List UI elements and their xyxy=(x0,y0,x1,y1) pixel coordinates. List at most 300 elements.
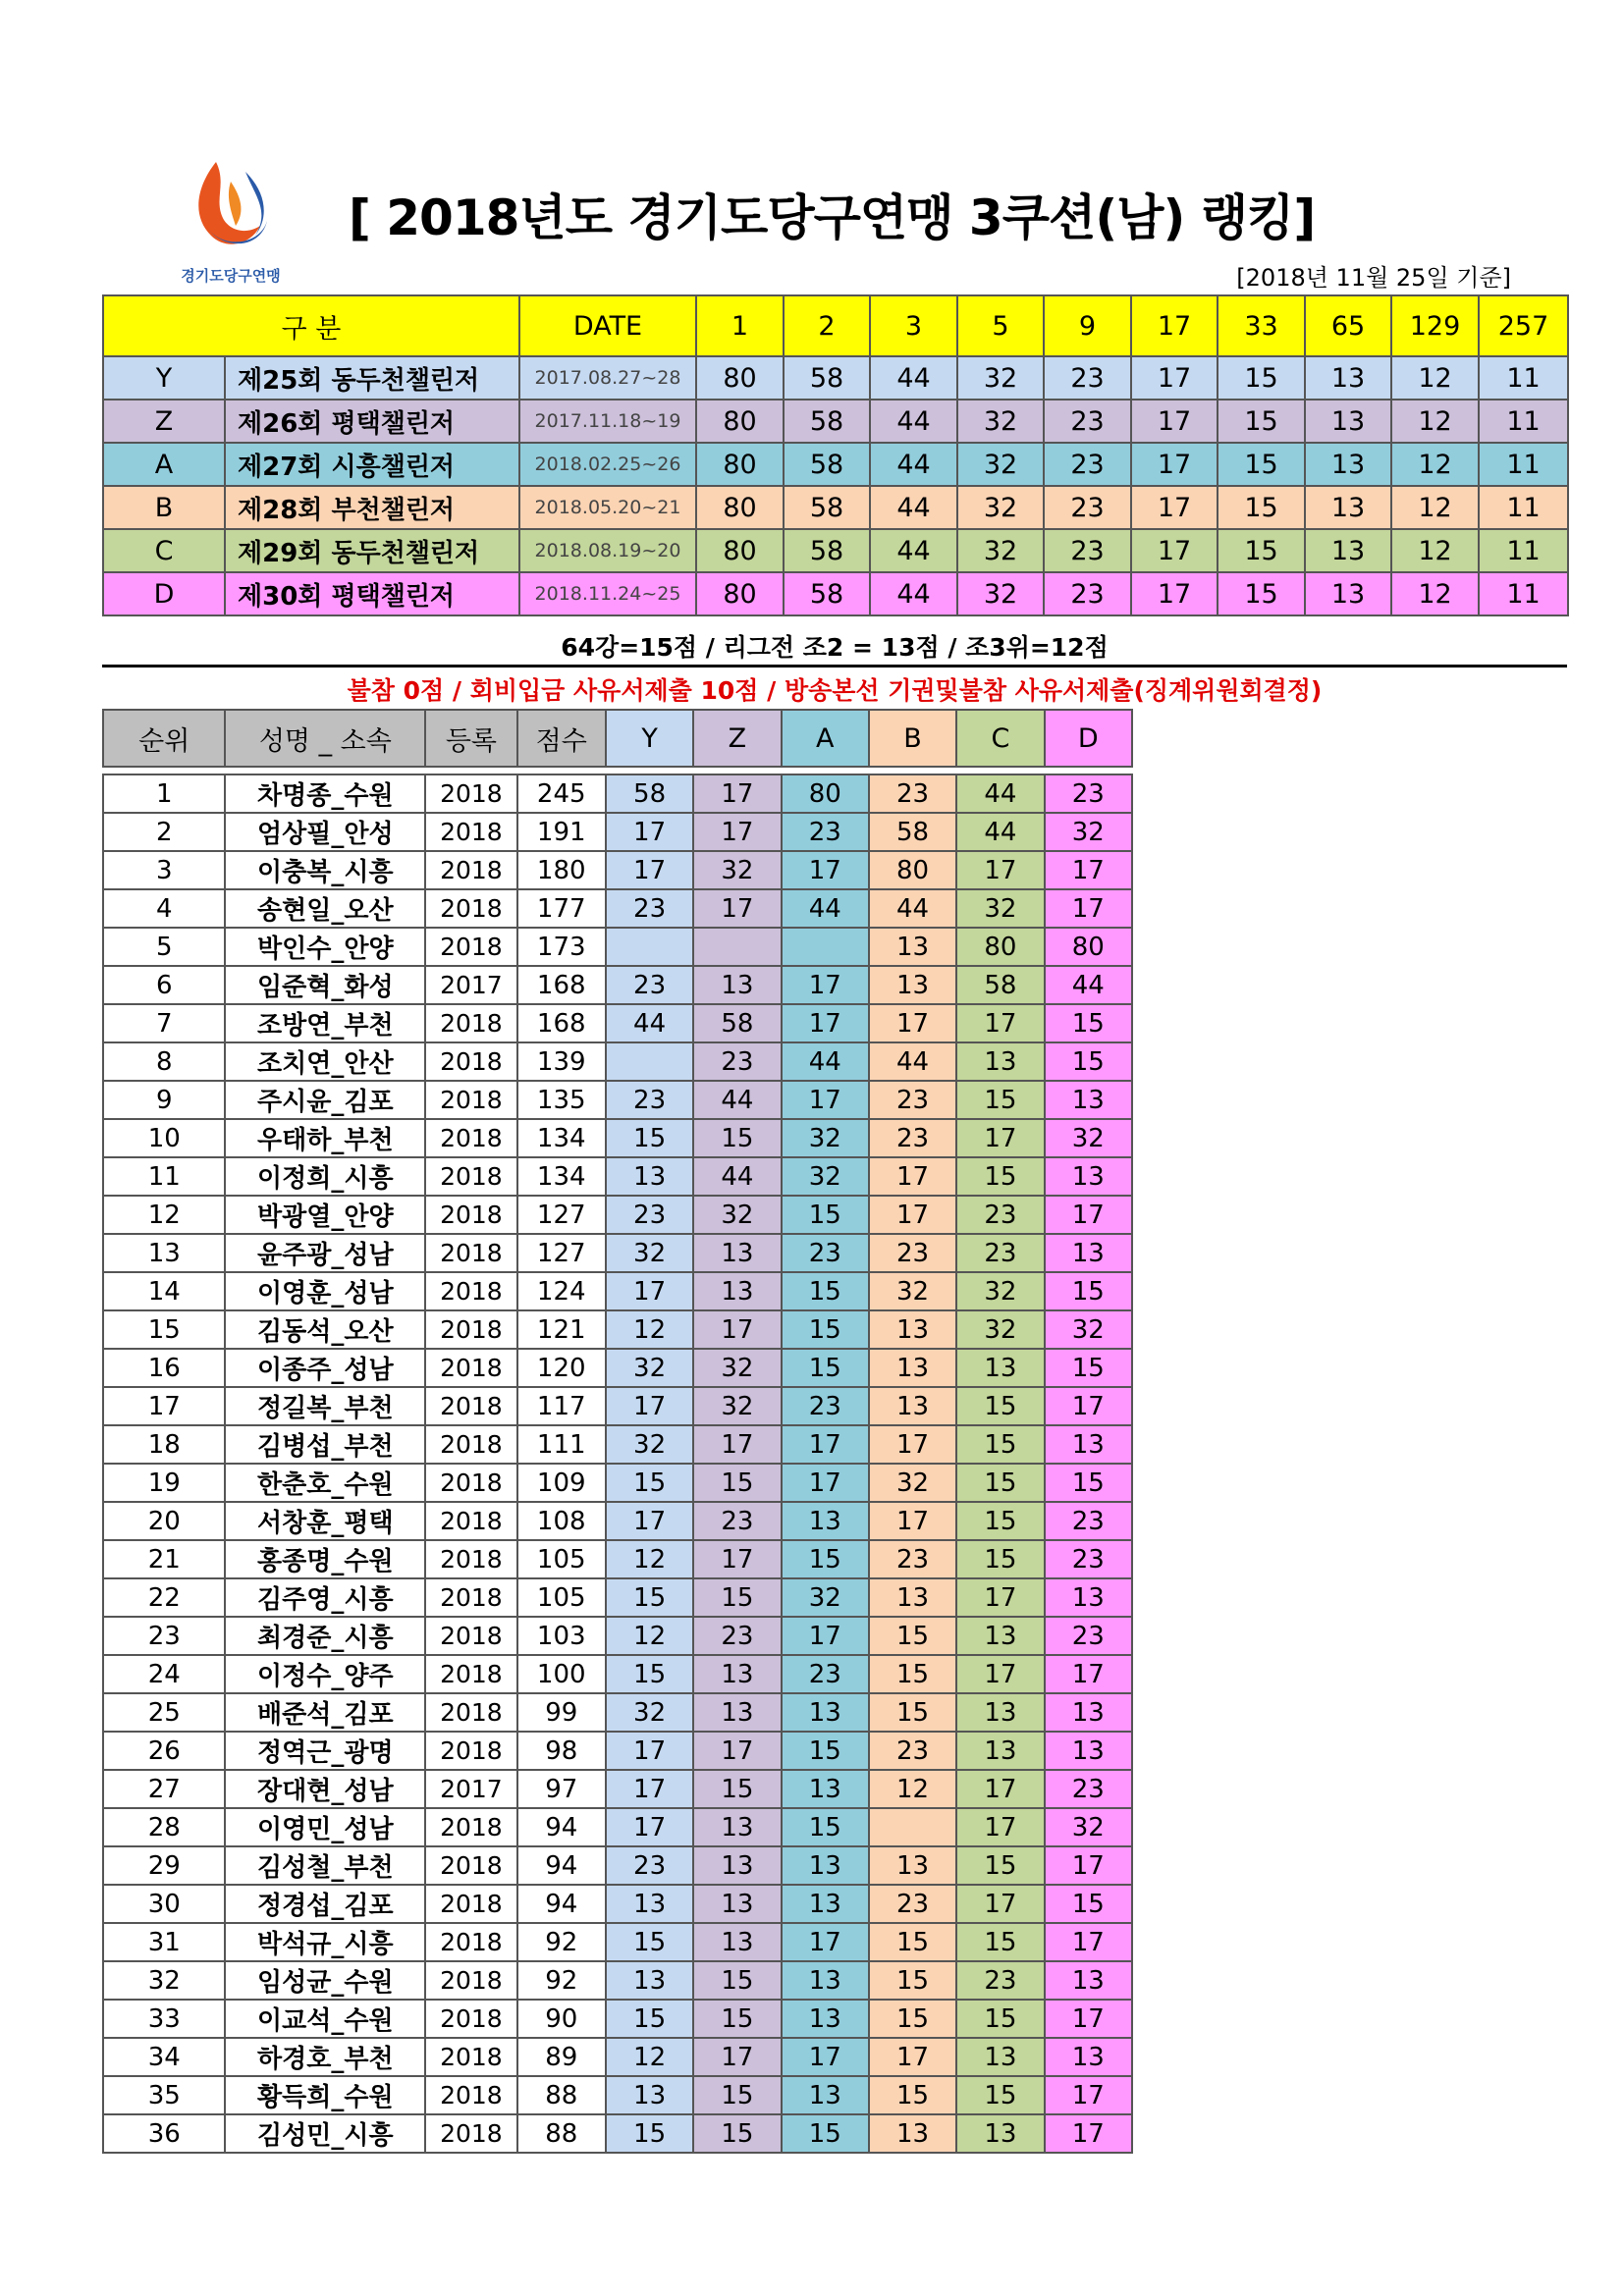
ranking-header-score: 점수 xyxy=(517,710,606,767)
ranking-row xyxy=(103,1310,1132,1349)
ranking-row xyxy=(103,1770,1132,1808)
event-y-cell xyxy=(606,928,693,966)
gap-cell xyxy=(425,767,516,774)
event-d-cell: 17 xyxy=(1045,1846,1132,1885)
ranking-header-event-y: Y xyxy=(606,710,693,767)
rank-cell: 34 xyxy=(103,2038,225,2076)
event-z-cell: 13 xyxy=(693,1846,781,1885)
registered-year-cell: 2018 xyxy=(425,1425,516,1464)
event-d-cell: 17 xyxy=(1045,2076,1132,2114)
rank-cell: 4 xyxy=(103,889,225,928)
event-points: 15 xyxy=(1218,572,1305,615)
registered-year-cell: 2018 xyxy=(425,1808,516,1846)
event-points: 13 xyxy=(1305,356,1391,400)
event-points: 23 xyxy=(1044,486,1131,529)
event-c-cell: 23 xyxy=(956,1234,1044,1272)
event-points: 44 xyxy=(870,529,957,572)
total-score-cell: 109 xyxy=(517,1464,606,1502)
event-b-cell: 13 xyxy=(869,1349,956,1387)
event-a-cell: 17 xyxy=(782,966,869,1004)
player-name-cell: 이정수_양주 xyxy=(225,1655,425,1693)
ranking-row xyxy=(103,1732,1132,1770)
registered-year-cell: 2018 xyxy=(425,1387,516,1425)
event-c-cell: 15 xyxy=(956,1502,1044,1540)
event-date: 2018.02.25~26 xyxy=(519,443,696,486)
event-points: 15 xyxy=(1218,443,1305,486)
gap-cell xyxy=(103,767,225,774)
ranking-row xyxy=(103,1885,1132,1923)
event-b-cell: 17 xyxy=(869,1196,956,1234)
event-name: 제27회 시흥챌린저 xyxy=(225,443,519,486)
rank-cell: 21 xyxy=(103,1540,225,1578)
registered-year-cell: 2018 xyxy=(425,1502,516,1540)
ranking-row xyxy=(103,1387,1132,1425)
event-a-cell: 17 xyxy=(782,1617,869,1655)
event-points: 12 xyxy=(1391,486,1479,529)
ranking-row xyxy=(103,1425,1132,1464)
registered-year-cell: 2018 xyxy=(425,1923,516,1961)
event-d-cell: 17 xyxy=(1045,1196,1132,1234)
rank-cell: 26 xyxy=(103,1732,225,1770)
event-points: 32 xyxy=(957,486,1044,529)
player-name-cell: 김주영_시흥 xyxy=(225,1578,425,1617)
event-points: 15 xyxy=(1218,486,1305,529)
event-name: 제29회 동두천챌린저 xyxy=(225,529,519,572)
rank-cell: 17 xyxy=(103,1387,225,1425)
registered-year-cell: 2018 xyxy=(425,1004,516,1042)
registered-year-cell: 2018 xyxy=(425,1310,516,1349)
event-y-cell: 15 xyxy=(606,2000,693,2038)
event-points: 12 xyxy=(1391,400,1479,443)
event-a-cell: 13 xyxy=(782,1846,869,1885)
event-points: 13 xyxy=(1305,443,1391,486)
event-points: 23 xyxy=(1044,572,1131,615)
ranking-row xyxy=(103,1808,1132,1846)
player-name-cell: 최경준_시흥 xyxy=(225,1617,425,1655)
ranking-row xyxy=(103,2114,1132,2153)
event-points: 58 xyxy=(784,443,870,486)
event-points: 23 xyxy=(1044,443,1131,486)
page-title: [ 2018년도 경기도당구연맹 3쿠션(남) 랭킹] xyxy=(349,189,1316,246)
event-c-cell: 13 xyxy=(956,1732,1044,1770)
ranking-row xyxy=(103,966,1132,1004)
total-score-cell: 117 xyxy=(517,1387,606,1425)
rank-cell: 32 xyxy=(103,1961,225,2000)
event-date: 2017.08.27~28 xyxy=(519,356,696,400)
event-date: 2018.05.20~21 xyxy=(519,486,696,529)
event-b-cell: 15 xyxy=(869,1655,956,1693)
events-header-place: 33 xyxy=(1218,295,1305,356)
player-name-cell: 조방연_부천 xyxy=(225,1004,425,1042)
event-b-cell: 15 xyxy=(869,1923,956,1961)
event-b-cell: 13 xyxy=(869,1578,956,1617)
event-y-cell: 15 xyxy=(606,1578,693,1617)
event-z-cell: 15 xyxy=(693,2114,781,2153)
total-score-cell: 103 xyxy=(517,1617,606,1655)
player-name-cell: 주시윤_김포 xyxy=(225,1081,425,1119)
event-d-cell: 23 xyxy=(1045,1502,1132,1540)
events-header-place: 65 xyxy=(1305,295,1391,356)
event-b-cell: 13 xyxy=(869,928,956,966)
player-name-cell: 홍종명_수원 xyxy=(225,1540,425,1578)
event-b-cell: 23 xyxy=(869,774,956,813)
registered-year-cell: 2018 xyxy=(425,2000,516,2038)
event-a-cell: 15 xyxy=(782,1196,869,1234)
total-score-cell: 177 xyxy=(517,889,606,928)
event-z-cell: 23 xyxy=(693,1042,781,1081)
ranking-row xyxy=(103,2038,1132,2076)
ranking-row xyxy=(103,1119,1132,1157)
event-c-cell: 17 xyxy=(956,851,1044,889)
events-header-row xyxy=(103,295,1568,356)
total-score-cell: 121 xyxy=(517,1310,606,1349)
total-score-cell: 100 xyxy=(517,1655,606,1693)
event-a-cell: 15 xyxy=(782,1808,869,1846)
ranking-row xyxy=(103,2000,1132,2038)
ranking-row xyxy=(103,1846,1132,1885)
event-a-cell: 44 xyxy=(782,1042,869,1081)
event-d-cell: 17 xyxy=(1045,1387,1132,1425)
event-points: 44 xyxy=(870,486,957,529)
ranking-header-rank: 순위 xyxy=(103,710,225,767)
event-a-cell: 23 xyxy=(782,1387,869,1425)
event-y-cell: 15 xyxy=(606,1923,693,1961)
event-b-cell: 17 xyxy=(869,1425,956,1464)
event-y-cell: 12 xyxy=(606,1617,693,1655)
player-name-cell: 조치연_안산 xyxy=(225,1042,425,1081)
event-c-cell: 15 xyxy=(956,1846,1044,1885)
registered-year-cell: 2018 xyxy=(425,774,516,813)
registered-year-cell: 2018 xyxy=(425,1272,516,1310)
total-score-cell: 99 xyxy=(517,1693,606,1732)
total-score-cell: 173 xyxy=(517,928,606,966)
event-a-cell: 17 xyxy=(782,1081,869,1119)
event-a-cell: 23 xyxy=(782,1655,869,1693)
total-score-cell: 97 xyxy=(517,1770,606,1808)
ranking-table xyxy=(102,709,1133,2154)
event-d-cell: 17 xyxy=(1045,851,1132,889)
event-y-cell: 13 xyxy=(606,2076,693,2114)
rank-cell: 19 xyxy=(103,1464,225,1502)
event-a-cell: 15 xyxy=(782,2114,869,2153)
event-b-cell: 23 xyxy=(869,1081,956,1119)
ranking-row xyxy=(103,1923,1132,1961)
event-a-cell: 44 xyxy=(782,889,869,928)
event-points: 11 xyxy=(1479,572,1568,615)
gap-cell xyxy=(693,767,781,774)
event-b-cell: 15 xyxy=(869,2000,956,2038)
event-a-cell: 13 xyxy=(782,1502,869,1540)
event-a-cell: 15 xyxy=(782,1310,869,1349)
event-row xyxy=(103,572,1568,615)
event-b-cell: 12 xyxy=(869,1770,956,1808)
event-points: 15 xyxy=(1218,400,1305,443)
ranking-row xyxy=(103,2076,1132,2114)
ranking-row xyxy=(103,1196,1132,1234)
ranking-header-name: 성명 _ 소속 xyxy=(225,710,425,767)
event-d-cell: 17 xyxy=(1045,889,1132,928)
event-points: 32 xyxy=(957,572,1044,615)
player-name-cell: 송현일_오산 xyxy=(225,889,425,928)
registered-year-cell: 2018 xyxy=(425,1119,516,1157)
event-y-cell: 44 xyxy=(606,1004,693,1042)
event-z-cell: 13 xyxy=(693,1693,781,1732)
event-b-cell: 17 xyxy=(869,1004,956,1042)
total-score-cell: 111 xyxy=(517,1425,606,1464)
event-y-cell: 13 xyxy=(606,1885,693,1923)
total-score-cell: 120 xyxy=(517,1349,606,1387)
flame-logo-icon xyxy=(177,152,285,260)
event-points: 32 xyxy=(957,400,1044,443)
event-row xyxy=(103,486,1568,529)
event-b-cell: 80 xyxy=(869,851,956,889)
event-points: 17 xyxy=(1131,572,1218,615)
event-c-cell: 17 xyxy=(956,1004,1044,1042)
scoring-note: 64강=15점 / 리그전 조2 = 13점 / 조3위=12점 xyxy=(561,633,1109,662)
player-name-cell: 임성균_수원 xyxy=(225,1961,425,2000)
rank-cell: 33 xyxy=(103,2000,225,2038)
event-points: 44 xyxy=(870,400,957,443)
event-d-cell: 32 xyxy=(1045,813,1132,851)
event-points: 12 xyxy=(1391,356,1479,400)
event-points: 23 xyxy=(1044,400,1131,443)
event-c-cell: 15 xyxy=(956,1157,1044,1196)
event-a-cell: 17 xyxy=(782,1004,869,1042)
event-points: 11 xyxy=(1479,486,1568,529)
event-points: 23 xyxy=(1044,356,1131,400)
total-score-cell: 168 xyxy=(517,966,606,1004)
event-b-cell: 23 xyxy=(869,1885,956,1923)
event-z-cell: 23 xyxy=(693,1502,781,1540)
ranking-row xyxy=(103,1081,1132,1119)
total-score-cell: 88 xyxy=(517,2114,606,2153)
event-points: 17 xyxy=(1131,400,1218,443)
rank-cell: 28 xyxy=(103,1808,225,1846)
penalty-note: 불참 0점 / 회비입금 사유서제출 10점 / 방송본선 기권및불참 사유서제출(징계위원회결정) xyxy=(347,676,1323,705)
player-name-cell: 박광열_안양 xyxy=(225,1196,425,1234)
event-date: 2018.11.24~25 xyxy=(519,572,696,615)
event-z-cell: 15 xyxy=(693,1464,781,1502)
events-header-place: 3 xyxy=(870,295,957,356)
event-b-cell: 44 xyxy=(869,889,956,928)
event-d-cell: 32 xyxy=(1045,1119,1132,1157)
event-d-cell: 23 xyxy=(1045,1770,1132,1808)
rank-cell: 15 xyxy=(103,1310,225,1349)
player-name-cell: 이영민_성남 xyxy=(225,1808,425,1846)
event-a-cell: 32 xyxy=(782,1578,869,1617)
event-c-cell: 44 xyxy=(956,813,1044,851)
player-name-cell: 박석규_시흥 xyxy=(225,1923,425,1961)
event-b-cell: 23 xyxy=(869,1540,956,1578)
rank-cell: 5 xyxy=(103,928,225,966)
ranking-row xyxy=(103,1961,1132,2000)
ranking-row xyxy=(103,1349,1132,1387)
event-code: A xyxy=(103,443,225,486)
player-name-cell: 엄상필_안성 xyxy=(225,813,425,851)
event-a-cell: 23 xyxy=(782,813,869,851)
events-header-place: 257 xyxy=(1479,295,1568,356)
event-points: 44 xyxy=(870,356,957,400)
ranking-row xyxy=(103,1234,1132,1272)
event-c-cell: 44 xyxy=(956,774,1044,813)
event-b-cell: 58 xyxy=(869,813,956,851)
event-points: 80 xyxy=(696,356,784,400)
event-d-cell: 13 xyxy=(1045,1693,1132,1732)
ranking-header-event-c: C xyxy=(956,710,1044,767)
event-points: 15 xyxy=(1218,529,1305,572)
event-c-cell: 13 xyxy=(956,1617,1044,1655)
rank-cell: 31 xyxy=(103,1923,225,1961)
event-c-cell: 80 xyxy=(956,928,1044,966)
event-y-cell: 23 xyxy=(606,966,693,1004)
event-z-cell: 23 xyxy=(693,1617,781,1655)
event-b-cell: 15 xyxy=(869,1617,956,1655)
event-d-cell: 15 xyxy=(1045,1464,1132,1502)
player-name-cell: 정길복_부천 xyxy=(225,1387,425,1425)
event-c-cell: 17 xyxy=(956,1770,1044,1808)
event-d-cell: 13 xyxy=(1045,1732,1132,1770)
rank-cell: 27 xyxy=(103,1770,225,1808)
registered-year-cell: 2017 xyxy=(425,1770,516,1808)
total-score-cell: 92 xyxy=(517,1961,606,2000)
total-score-cell: 245 xyxy=(517,774,606,813)
event-b-cell: 17 xyxy=(869,1502,956,1540)
ranking-header-registered: 등록 xyxy=(425,710,516,767)
rank-cell: 13 xyxy=(103,1234,225,1272)
event-name: 제26회 평택챌린저 xyxy=(225,400,519,443)
event-a-cell: 13 xyxy=(782,1885,869,1923)
event-c-cell: 17 xyxy=(956,1578,1044,1617)
event-b-cell: 23 xyxy=(869,1119,956,1157)
registered-year-cell: 2017 xyxy=(425,966,516,1004)
event-row xyxy=(103,529,1568,572)
player-name-cell: 윤주광_성남 xyxy=(225,1234,425,1272)
event-c-cell: 32 xyxy=(956,1310,1044,1349)
events-header-place: 2 xyxy=(784,295,870,356)
rank-cell: 7 xyxy=(103,1004,225,1042)
player-name-cell: 정경섭_김포 xyxy=(225,1885,425,1923)
event-points: 58 xyxy=(784,356,870,400)
event-d-cell: 15 xyxy=(1045,1885,1132,1923)
event-b-cell: 15 xyxy=(869,2076,956,2114)
event-d-cell: 32 xyxy=(1045,1310,1132,1349)
registered-year-cell: 2018 xyxy=(425,1081,516,1119)
ranking-row xyxy=(103,1502,1132,1540)
event-z-cell: 32 xyxy=(693,1349,781,1387)
event-c-cell: 13 xyxy=(956,1349,1044,1387)
event-c-cell: 13 xyxy=(956,1042,1044,1081)
event-points: 80 xyxy=(696,443,784,486)
ranking-row xyxy=(103,928,1132,966)
registered-year-cell: 2018 xyxy=(425,1349,516,1387)
total-score-cell: 135 xyxy=(517,1081,606,1119)
gap-cell xyxy=(1045,767,1132,774)
event-d-cell: 17 xyxy=(1045,2000,1132,2038)
event-y-cell: 12 xyxy=(606,1310,693,1349)
player-name-cell: 이정희_시흥 xyxy=(225,1157,425,1196)
event-a-cell: 13 xyxy=(782,1961,869,2000)
event-b-cell: 32 xyxy=(869,1272,956,1310)
ranking-row xyxy=(103,1157,1132,1196)
event-z-cell: 17 xyxy=(693,1540,781,1578)
event-y-cell: 15 xyxy=(606,1655,693,1693)
registered-year-cell: 2018 xyxy=(425,1464,516,1502)
event-y-cell: 32 xyxy=(606,1425,693,1464)
event-b-cell: 13 xyxy=(869,1310,956,1349)
ranking-row xyxy=(103,774,1132,813)
events-table xyxy=(102,294,1569,616)
event-z-cell: 13 xyxy=(693,966,781,1004)
rank-cell: 3 xyxy=(103,851,225,889)
event-c-cell: 32 xyxy=(956,1272,1044,1310)
event-y-cell: 32 xyxy=(606,1693,693,1732)
player-name-cell: 정역근_광명 xyxy=(225,1732,425,1770)
total-score-cell: 191 xyxy=(517,813,606,851)
events-header-date: DATE xyxy=(519,295,696,356)
event-points: 58 xyxy=(784,486,870,529)
event-y-cell: 12 xyxy=(606,2038,693,2076)
event-z-cell: 13 xyxy=(693,1272,781,1310)
event-c-cell: 13 xyxy=(956,1693,1044,1732)
event-y-cell: 32 xyxy=(606,1234,693,1272)
event-d-cell: 15 xyxy=(1045,1272,1132,1310)
event-d-cell: 13 xyxy=(1045,1234,1132,1272)
event-z-cell: 17 xyxy=(693,1310,781,1349)
event-points: 44 xyxy=(870,572,957,615)
event-z-cell xyxy=(693,928,781,966)
registered-year-cell: 2018 xyxy=(425,1846,516,1885)
rank-cell: 6 xyxy=(103,966,225,1004)
event-b-cell: 13 xyxy=(869,1846,956,1885)
event-points: 11 xyxy=(1479,400,1568,443)
registered-year-cell: 2018 xyxy=(425,2038,516,2076)
event-c-cell: 15 xyxy=(956,2000,1044,2038)
rank-cell: 10 xyxy=(103,1119,225,1157)
player-name-cell: 하경호_부천 xyxy=(225,2038,425,2076)
event-points: 13 xyxy=(1305,529,1391,572)
event-b-cell: 13 xyxy=(869,1387,956,1425)
ranking-row xyxy=(103,1272,1132,1310)
event-y-cell: 17 xyxy=(606,1732,693,1770)
event-y-cell: 23 xyxy=(606,1846,693,1885)
total-score-cell: 180 xyxy=(517,851,606,889)
event-z-cell: 15 xyxy=(693,1770,781,1808)
event-y-cell: 13 xyxy=(606,1961,693,2000)
event-y-cell: 17 xyxy=(606,851,693,889)
event-y-cell: 17 xyxy=(606,813,693,851)
event-points: 13 xyxy=(1305,400,1391,443)
registered-year-cell: 2018 xyxy=(425,889,516,928)
ranking-row xyxy=(103,851,1132,889)
event-y-cell xyxy=(606,1042,693,1081)
rank-cell: 24 xyxy=(103,1655,225,1693)
event-y-cell: 13 xyxy=(606,1157,693,1196)
gap-cell xyxy=(782,767,869,774)
ranking-row xyxy=(103,1617,1132,1655)
registered-year-cell: 2018 xyxy=(425,2114,516,2153)
event-d-cell: 13 xyxy=(1045,1961,1132,2000)
rank-cell: 29 xyxy=(103,1846,225,1885)
ranking-row xyxy=(103,1042,1132,1081)
event-b-cell: 23 xyxy=(869,1234,956,1272)
event-points: 58 xyxy=(784,529,870,572)
event-name: 제28회 부천챌린저 xyxy=(225,486,519,529)
event-z-cell: 15 xyxy=(693,1961,781,2000)
rank-cell: 1 xyxy=(103,774,225,813)
event-a-cell: 15 xyxy=(782,1272,869,1310)
event-z-cell: 44 xyxy=(693,1157,781,1196)
event-name: 제25회 동두천챌린저 xyxy=(225,356,519,400)
